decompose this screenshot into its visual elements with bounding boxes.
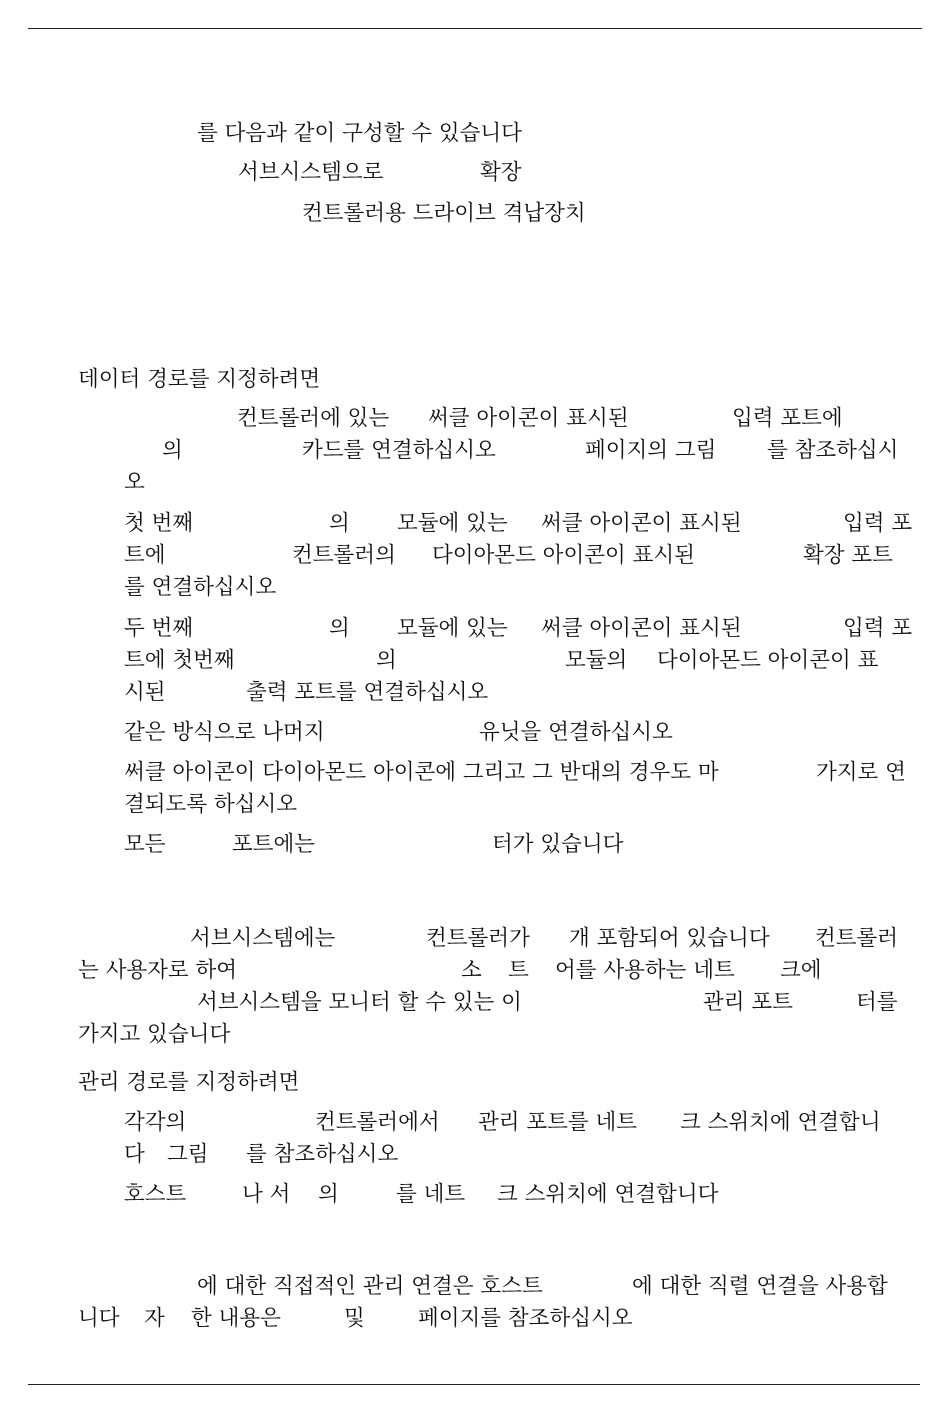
mgmt-step2-b: 나 서 <box>242 1182 291 1207</box>
step1-a: 컨트롤러에 있는 <box>237 406 390 431</box>
step1-e: 카드를 연결하십시오 <box>302 438 496 463</box>
step3-d: 써클 아이콘이 표시된 <box>541 616 742 641</box>
step4-b: 유닛을 연결하십시오 <box>479 720 673 745</box>
mgmt-step1-f: 그림 <box>167 1142 209 1167</box>
mgmt-para-d: 컨트롤러 <box>815 926 899 951</box>
mgmt-step1-c: 관리 포트를 네트 <box>478 1110 638 1135</box>
step2-c: 모듈에 있는 <box>397 511 508 536</box>
footer-rule <box>28 1384 920 1385</box>
step3-a: 두 번째 <box>124 616 194 641</box>
mgmt-para-b: 컨트롤러가 <box>426 926 530 951</box>
step2-h: 다이아몬드 아이콘이 표시된 <box>432 543 695 568</box>
step3-e: 입력 포 <box>843 616 913 641</box>
step2-b: 의 <box>329 511 350 536</box>
step2-e: 입력 포 <box>843 511 913 536</box>
mgmt-step1-e: 다 <box>124 1142 145 1167</box>
mgmt-step1-d: 크 스위치에 연결합니 <box>680 1110 881 1135</box>
mgmt-para-m: 가지고 있습니다 <box>78 1022 231 1047</box>
intro-line-3: 컨트롤러용 드라이브 격납장치 <box>302 201 586 226</box>
step3-f: 트에 첫번째 <box>124 648 235 673</box>
note-b: 에 대한 직렬 연결을 사용합 <box>632 1274 888 1299</box>
step5-b: 가지로 연 <box>816 760 906 785</box>
header-rule <box>28 28 922 29</box>
step3-c: 모듈에 있는 <box>397 616 508 641</box>
mgmt-para-k: 관리 포트 <box>703 990 793 1015</box>
step5-c: 결되도록 하십시오 <box>124 792 297 817</box>
mgmt-para-g: 트 <box>508 958 529 983</box>
step2-i: 확장 포트 <box>803 543 893 568</box>
mgmt-para-h: 어를 사용하는 네트 <box>555 958 735 983</box>
step3-h: 모듈의 <box>565 648 628 673</box>
step1-g: 를 참조하십시 <box>767 438 899 463</box>
step2-a: 첫 번째 <box>124 511 194 536</box>
mgmt-step2-c: 의 <box>318 1182 339 1207</box>
mgmt-step2-d: 를 네트 <box>396 1182 466 1207</box>
step6-a: 모든 <box>124 832 166 857</box>
note-f: 및 <box>344 1306 365 1331</box>
step4-a: 같은 방식으로 나머지 <box>124 720 325 745</box>
step3-g: 의 <box>376 648 397 673</box>
mgmt-step2-e: 크 스위치에 연결합니다 <box>497 1182 719 1207</box>
mgmt-para-f: 소 <box>461 958 482 983</box>
mgmt-step1-b: 컨트롤러에서 <box>315 1110 440 1135</box>
intro-line-2b: 확장 <box>480 160 522 185</box>
step1-b: 써클 아이콘이 표시된 <box>428 406 629 431</box>
note-e: 한 내용은 <box>191 1306 281 1331</box>
mgmt-para-l: 터를 <box>856 990 898 1015</box>
step2-g: 컨트롤러의 <box>292 543 396 568</box>
note-d: 자 <box>144 1306 165 1331</box>
mgmt-para-e: 는 사용자로 하여 <box>78 958 238 983</box>
mgmt-para-a: 서브시스템에는 <box>190 926 336 951</box>
step3-j: 시된 <box>124 680 166 705</box>
step1-c: 입력 포트에 <box>732 406 843 431</box>
mgmt-step1-g: 를 참조하십시오 <box>246 1142 399 1167</box>
step2-j: 를 연결하십시오 <box>124 575 277 600</box>
mgmt-para-i: 크에 <box>780 958 822 983</box>
step3-i: 다이아몬드 아이콘이 표 <box>657 648 879 673</box>
mgmt-step2-a: 호스트 <box>124 1182 187 1207</box>
mgmt-step1-a: 각각의 <box>124 1110 187 1135</box>
step6-c: 터가 있습니다 <box>492 832 624 857</box>
step6-b: 포트에는 <box>232 832 316 857</box>
note-a: 에 대한 직접적인 관리 연결은 호스트 <box>197 1274 543 1299</box>
step3-b: 의 <box>329 616 350 641</box>
step1-h: 오 <box>124 470 145 495</box>
intro-line-2a: 서브시스템으로 <box>238 160 384 185</box>
intro-line-1: 를 다음과 같이 구성할 수 있습니다 <box>197 121 522 146</box>
step1-d: 의 <box>162 438 183 463</box>
note-c: 니다 <box>78 1306 120 1331</box>
note-g: 페이지를 참조하십시오 <box>418 1306 633 1331</box>
data-path-heading: 데이터 경로를 지정하려면 <box>78 367 321 392</box>
step1-f: 페이지의 그림 <box>585 438 717 463</box>
step2-d: 써클 아이콘이 표시된 <box>541 511 742 536</box>
step5-a: 써클 아이콘이 다이아몬드 아이콘에 그리고 그 반대의 경우도 마 <box>124 760 719 785</box>
step3-k: 출력 포트를 연결하십시오 <box>246 680 489 705</box>
mgmt-path-heading: 관리 경로를 지정하려면 <box>78 1070 300 1095</box>
step2-f: 트에 <box>124 543 166 568</box>
mgmt-para-c: 개 포함되어 있습니다 <box>569 926 770 951</box>
mgmt-para-j: 서브시스템을 모니터 할 수 있는 이 <box>197 990 522 1015</box>
